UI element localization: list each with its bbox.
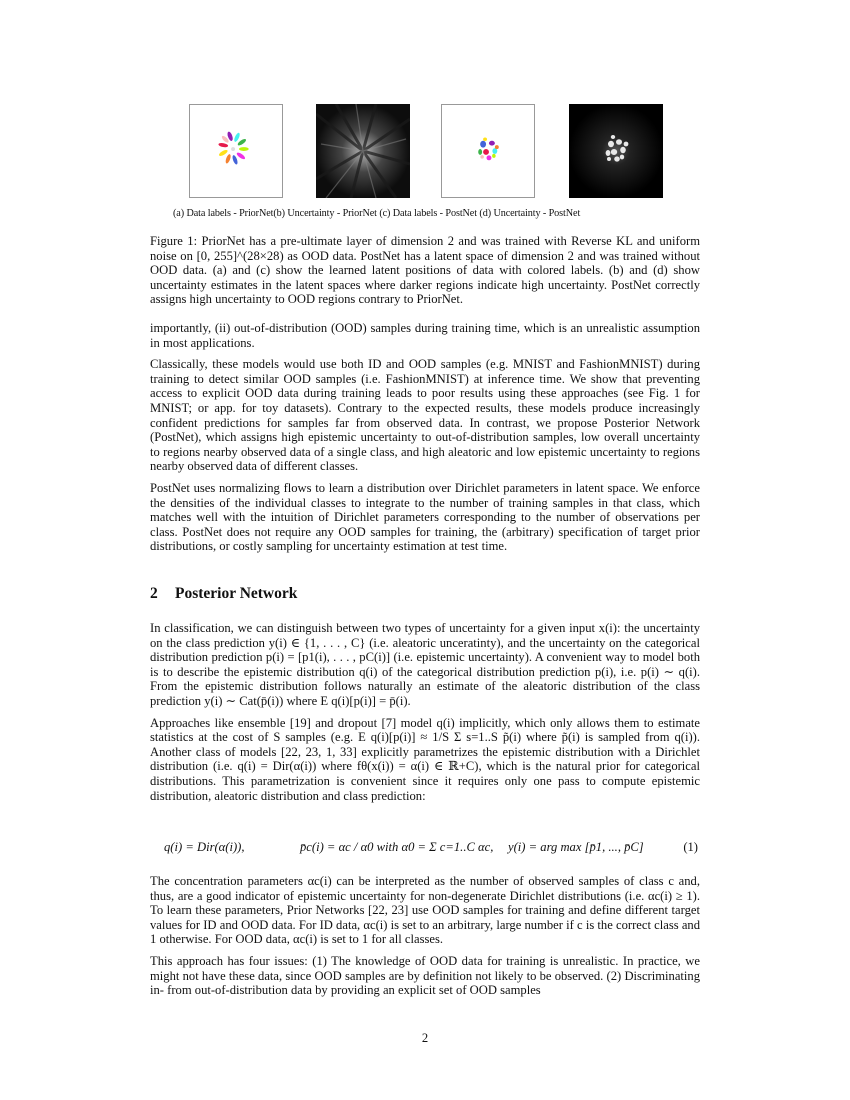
intro-paragraph-1: importantly, (ii) out-of-distribution (OOD) samples during training time, which is an unrealistic assumption in most applications. <box>150 321 700 350</box>
section-title: Posterior Network <box>175 585 298 602</box>
intro-paragraph-3: PostNet uses normalizing flows to learn a distribution over Dirichlet parameters in latent space. We enforce the densities of the individual classes to integrate to the number of training samples in that class, which matches well with the intuition of Dirichlet parameters corresponding to the number of observations per class. PostNet does not require any OOD samples for training, the (arbitrary) specification of target prior distributions, or costly sampling for uncertainty estimation at test time. <box>150 480 700 554</box>
post-equation-paragraph-2: This approach has four issues: (1) The knowledge of OOD data for training is unrealistic. In practice, we might not have these data, since OOD samples are by definition not likely to be observed. (2) Discriminating in- from out-of-distribution data by providing an explicit set of OOD samples <box>150 953 700 998</box>
figure-panel-postnet-uncertainty <box>569 104 663 198</box>
subcaption-c: (c) Data labels - PostNet <box>379 208 477 219</box>
section-paragraph-2: Approaches like ensemble [19] and dropout [7] model q(i) implicitly, which only allows them to estimate statistics at the cost of S samples (e.g. E q(i)[p(i)] ≈ 1/S Σ s=1..S p̃(i) where p̃(i) is sampled from q(i)). Another class of models [22, 23, 1, 33] explicitly parametrizes the epistemic distribution with a Dirichlet distribution (i.e. q(i) = Dir(α(i)) where fθ(x(i)) = α(i) ∈ ℝ+C), which is the natural prior for categorical distributions. This parametrization is convenient since it requires only one pass to compute epistemic distribution, aleatoric distribution and class prediction: <box>150 715 700 803</box>
post-equation-text <box>150 874 700 1005</box>
subcaption-a: (a) Data labels - PriorNet <box>173 208 274 219</box>
equation-part-argmax: y(i) = arg max [p̄1, ..., p̄C] <box>508 840 644 854</box>
section-heading <box>150 585 297 603</box>
subcaption-b: (b) Uncertainty - PriorNet <box>273 208 377 219</box>
figure-caption-text: Figure 1: PriorNet has a pre-ultimate layer of dimension 2 and was trained with Reverse KL and uniform noise on [0, 255]^(28×28) as OOD data. PostNet has a latent space of dimension 2 and was trained without OOD data. (a) and (c) show the learned latent positions of data with colored labels. (b) and (d) show uncertainty estimates in the latent spaces where darker regions indicate high uncertainty. PostNet correctly assigns high uncertainty to OOD regions contrary to PriorNet. <box>150 234 700 307</box>
intro-text <box>150 321 700 561</box>
subcaption-d: (d) Uncertainty - PostNet <box>479 208 581 219</box>
postnet-latent-scatter <box>442 105 534 197</box>
figure-subcaptions <box>173 208 693 219</box>
figure-caption <box>150 234 700 314</box>
page-number: 2 <box>421 1031 429 1045</box>
equation-number: (1) <box>683 840 698 854</box>
priornet-latent-scatter <box>190 105 282 197</box>
equation-part-mean: p̄c(i) = αc / α0 with α0 = Σ c=1..C αc, <box>300 840 494 854</box>
figure-panel-priornet-labels <box>189 104 283 198</box>
equation-part-dirichlet: q(i) = Dir(α(i)), <box>164 840 245 854</box>
intro-paragraph-2: Classically, these models would use both ID and OOD samples (e.g. MNIST and FashionMNIST) during training to detect similar OOD samples (i.e. FashionMNIST) at inference time. We show that preventing access to explicit OOD data during training leads to poor results using these approaches (see Fig. 1 for MNIST; or app. for toy datasets). Contrary to the expected results, these models produce increasingly confident predictions for samples far from observed data. In contrast, we propose Posterior Network (PostNet), which assigns high epistemic uncertainty to out-of-distribution samples, low overall uncertainty to regions nearby observed data of a single class, and high aleatoric and low epistemic uncertainty to regions nearby observed data of different classes. <box>150 357 700 474</box>
priornet-uncertainty-map <box>316 104 410 198</box>
section-number: 2 <box>150 585 158 602</box>
figure-1 <box>0 104 850 198</box>
postnet-uncertainty-map <box>569 104 663 198</box>
figure-panel-postnet-labels <box>441 104 535 198</box>
post-equation-paragraph-1: The concentration parameters αc(i) can be interpreted as the number of observed samples of class c and, thus, are a good indicator of epistemic uncertainty for non-degenerate Dirichlet distributions (i.e. αc(i) ≥ 1). To learn these parameters, Prior Networks [22, 23] use OOD samples for training and define different target values for ID and OOD data. For ID data, αc(i) is set to an arbitrary, large number if c is the correct class and 1 otherwise. For OOD data, αc(i) is set to 1 for all classes. <box>150 874 700 947</box>
figure-panel-priornet-uncertainty <box>316 104 410 198</box>
section-paragraph-1: In classification, we can distinguish between two types of uncertainty for a given input x(i): the uncertainty on the class prediction y(i) ∈ {1, . . . , C} (i.e. aleatoric unceratinty), and the uncertainty on the categorical distribution prediction p(i) = [p1(i), . . . , pC(i)] (i.e. epistemic uncertainty). A convenient way to model both is to describe the epistemic distribution q(i) of the categorical distribution prediction p(i), i.e. p(i) ∼ q(i). From the epistemic distribution follows naturally an estimate of the aleatoric distribution of the class prediction y(i) ∼ Cat(p̄(i)) where E q(i)[p(i)] = p̄(i). <box>150 621 700 708</box>
section-body <box>150 621 700 810</box>
equation-1 <box>150 830 700 870</box>
